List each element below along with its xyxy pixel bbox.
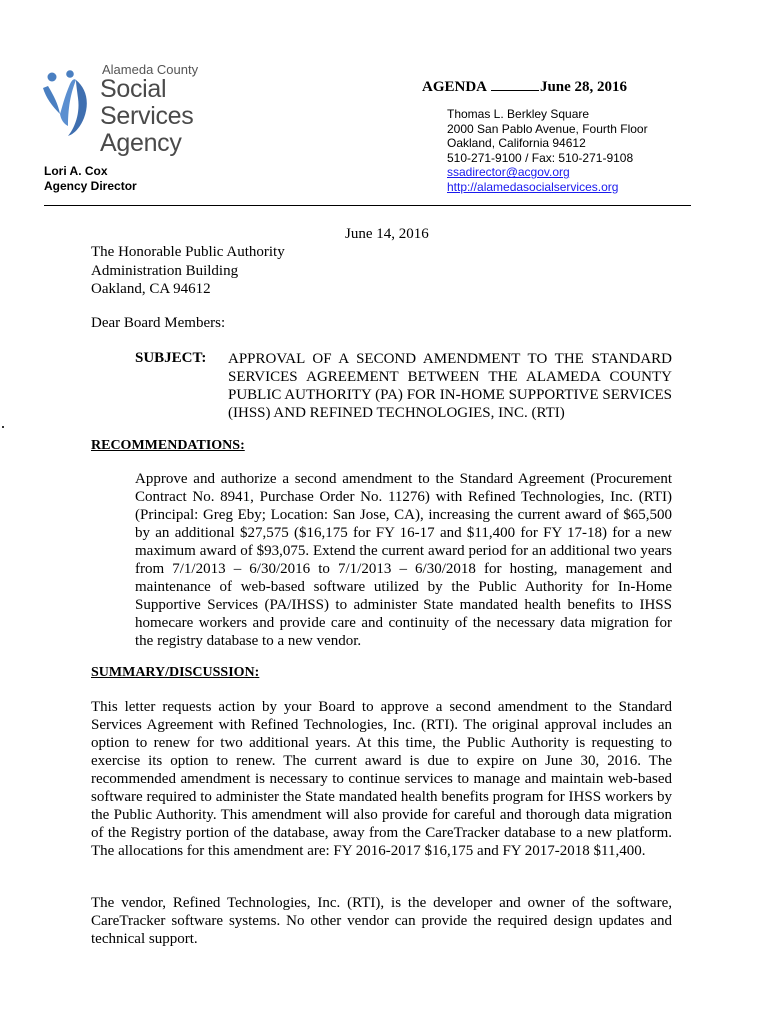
addressee-line-3: Oakland, CA 94612 [91,281,211,297]
addressee-block [91,243,285,299]
agenda-label: AGENDA [422,79,487,95]
header-divider [44,205,691,206]
subject-label: SUBJECT: [135,350,207,366]
recommendations-heading: RECOMMENDATIONS: [91,438,245,453]
agency-address [447,107,648,195]
summary-heading-colon: : [254,665,260,680]
agency-logo [40,62,260,157]
address-phone-fax: 510-271-9100 / Fax: 510-271-9108 [447,150,634,165]
address-line-2: 2000 San Pablo Avenue, Fourth Floor [447,121,648,136]
summary-paragraph-2: The vendor, Refined Technologies, Inc. (RTI), is the developer and owner of the software, CareTracker software systems. No other vendor can provide the required design updates and technical support. [91,895,672,947]
summary-heading [91,665,259,681]
letter-date: June 14, 2016 [345,226,429,242]
summary-paragraph-1: This letter requests action by your Board to approve a second amendment to the Standard Services Agreement with Refined Technologies, Inc. (RTI). The original approval includes an option to renew for two additional years. At this time, the Public Authority is requesting to exercise its option to renew. The current award is due to expire on June 30, 2016. The recommended amendment is necessary to continue services to manage and maintain web-based software required to administer the State mandated health benefits program for IHSS workers by the Public Authority. This amendment will also provide for careful and thorough data migration of the Registry portion of the database, away from the CareTracker database to a new platform. The allocations for this amendment are: FY 2016-2017 $16,175 and FY 2017-2018 $11,400. [91,699,672,859]
salutation: Dear Board Members: [91,315,226,331]
summary-heading-text: SUMMARY/DISCUSSION [91,665,255,680]
logo-org-line1: Social Services [100,75,194,130]
agenda-blank-line [491,78,539,91]
agency-logo-icon [40,68,96,138]
director-name: Lori A. Cox [44,164,108,178]
agenda-line [422,78,627,96]
address-line-3: Oakland, California 94612 [447,136,586,151]
website-link[interactable]: http://alamedasocialservices.org [447,179,619,194]
agenda-date: June 28, 2016 [539,79,628,95]
margin-mark [2,426,4,428]
director-title: Agency Director [44,179,137,193]
email-link[interactable]: ssadirector@acgov.org [447,165,570,180]
subject-text: APPROVAL OF A SECOND AMENDMENT TO THE STANDARD SERVICES AGREEMENT BETWEEN THE ALAMEDA COUNTY PUBLIC AUTHORITY (PA) FOR IN-HOME SUPPORTIVE SERVICES (IHSS) AND REFINED TECHNOLOGIES, INC. (RTI) [228,351,672,421]
addressee-line-2: Administration Building [91,262,239,279]
address-line-1: Thomas L. Berkley Square [447,107,590,121]
addressee-line-1: The Honorable Public Authority [91,244,285,260]
logo-org-line2: Agency [100,129,182,157]
logo-org-name [100,76,260,157]
logo-county-text: Alameda County [102,62,199,77]
recommendations-body: Approve and authorize a second amendment to the Standard Agreement (Procurement Contract No. 8941, Purchase Order No. 11276) with Refined Technologies, Inc. (RTI) (Principal: Greg Eby; Location: San Jose, CA), increasing the current award of $65,500 by an additional $27,575 ($16,175 for FY 16-17 and $11,400 for FY 17-18) for a new maximum award of $93,075. Extend the current award period for an additional two years from 7/1/2013 – 6/30/2016 to 7/1/2013 – 6/30/2018 for hosting, management and maintenance of web-based software utilized by the Public Authority for In-Home Supportive Services (PA/IHSS) to administer State mandated health benefits to IHSS homecare workers and provide care and continuity of the necessary data migration for the registry database to a new vendor. [135,471,672,649]
